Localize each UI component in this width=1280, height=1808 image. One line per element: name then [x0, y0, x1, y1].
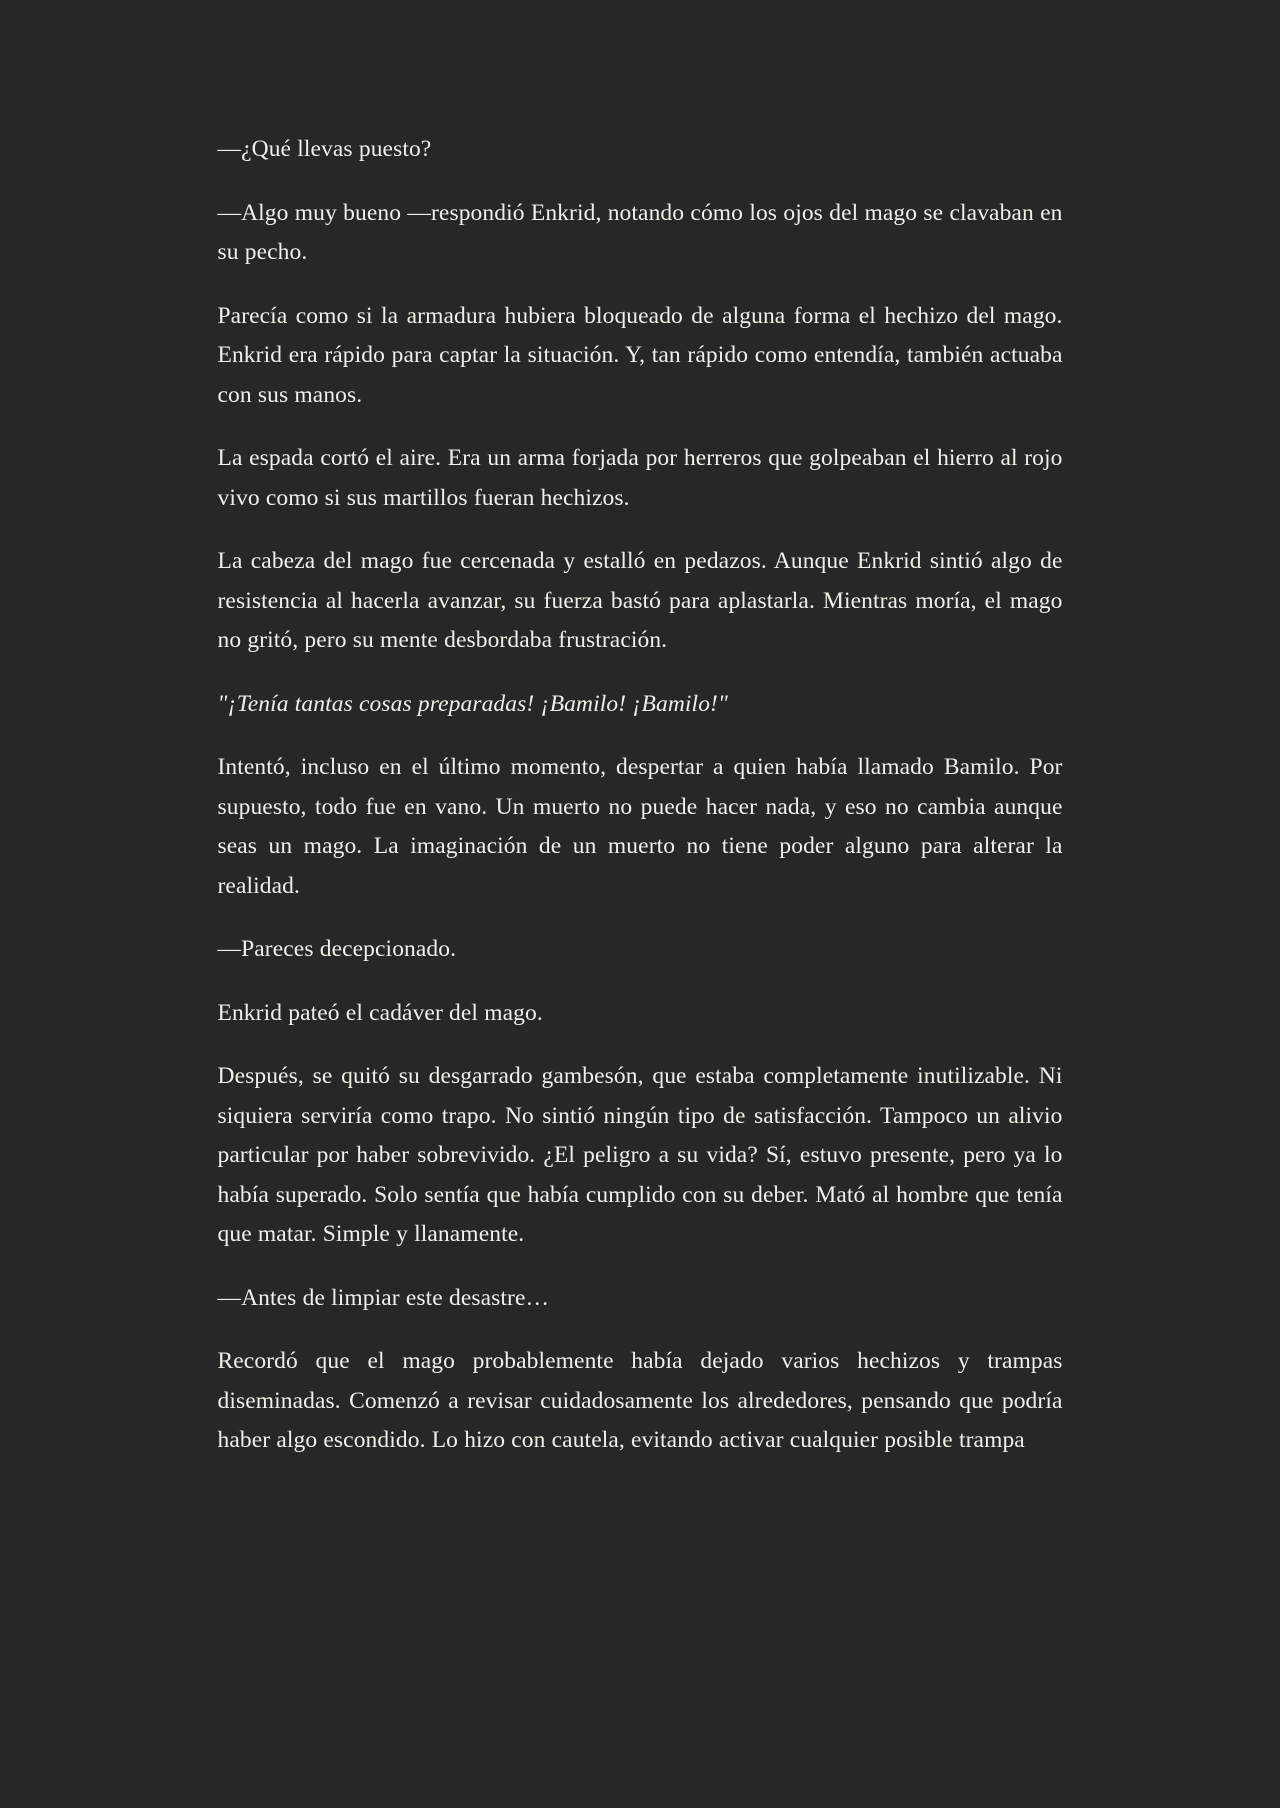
story-paragraph: La cabeza del mago fue cercenada y estalló en pedazos. Aunque Enkrid sintió algo de resistencia al hacerla avanzar, su fuerza bastó para aplastarla. Mientras moría, el mago no gritó, pero su mente desbordaba frustración.	[217, 548, 1063, 653]
story-paragraph: Después, se quitó su desgarrado gambesón, que estaba completamente inutilizable. Ni siquiera serviría como trapo. No sintió ningún tipo de satisfacción. Tampoco un alivio particular por haber sobrevivido. ¿El peligro a su vida? Sí, estuvo presente, pero ya lo había superado. Solo sentía que había cumplido con su deber. Mató al hombre que tenía que matar. Simple y llanamente.	[217, 1063, 1063, 1247]
story-paragraph: Enkrid pateó el cadáver del mago.	[217, 999, 543, 1026]
story-paragraph: —¿Qué llevas puesto?	[217, 136, 432, 162]
story-paragraph: —Pareces decepcionado.	[217, 936, 457, 962]
story-paragraph: —Algo muy bueno —respondió Enkrid, notando cómo los ojos del mago se clavaban en su pecho.	[217, 199, 1063, 265]
story-paragraph-quote: "¡Tenía tantas cosas preparadas! ¡Bamilo! ¡Bamilo!"	[217, 690, 728, 717]
reader-content	[218, 0, 1063, 1601]
story-paragraph: Parecía como si la armadura hubiera bloqueado de alguna forma el hechizo del mago. Enkrid era rápido para captar la situación. Y, tan rápido como entendía, también actuaba con sus manos.	[217, 302, 1063, 408]
story-paragraph: Recordó que el mago probablemente había dejado varios hechizos y trampas diseminadas. Comenzó a revisar cuidadosamente los alrededores, pensando que podría haber algo escondido. Lo hizo con cautela, evitando activar cualquier posible trampa	[217, 1348, 1063, 1453]
story-paragraph: —Antes de limpiar este desastre…	[217, 1284, 550, 1311]
story-paragraph: Intentó, incluso en el último momento, despertar a quien había llamado Bamilo. Por supuesto, todo fue en vano. Un muerto no puede hacer nada, y eso no cambia aunque seas un mago. La imaginación de un muerto no tiene poder alguno para alterar la realidad.	[217, 754, 1063, 899]
story-paragraph: La espada cortó el aire. Era un arma forjada por herreros que golpeaban el hierro al rojo vivo como si sus martillos fueran hechizos.	[217, 445, 1063, 511]
